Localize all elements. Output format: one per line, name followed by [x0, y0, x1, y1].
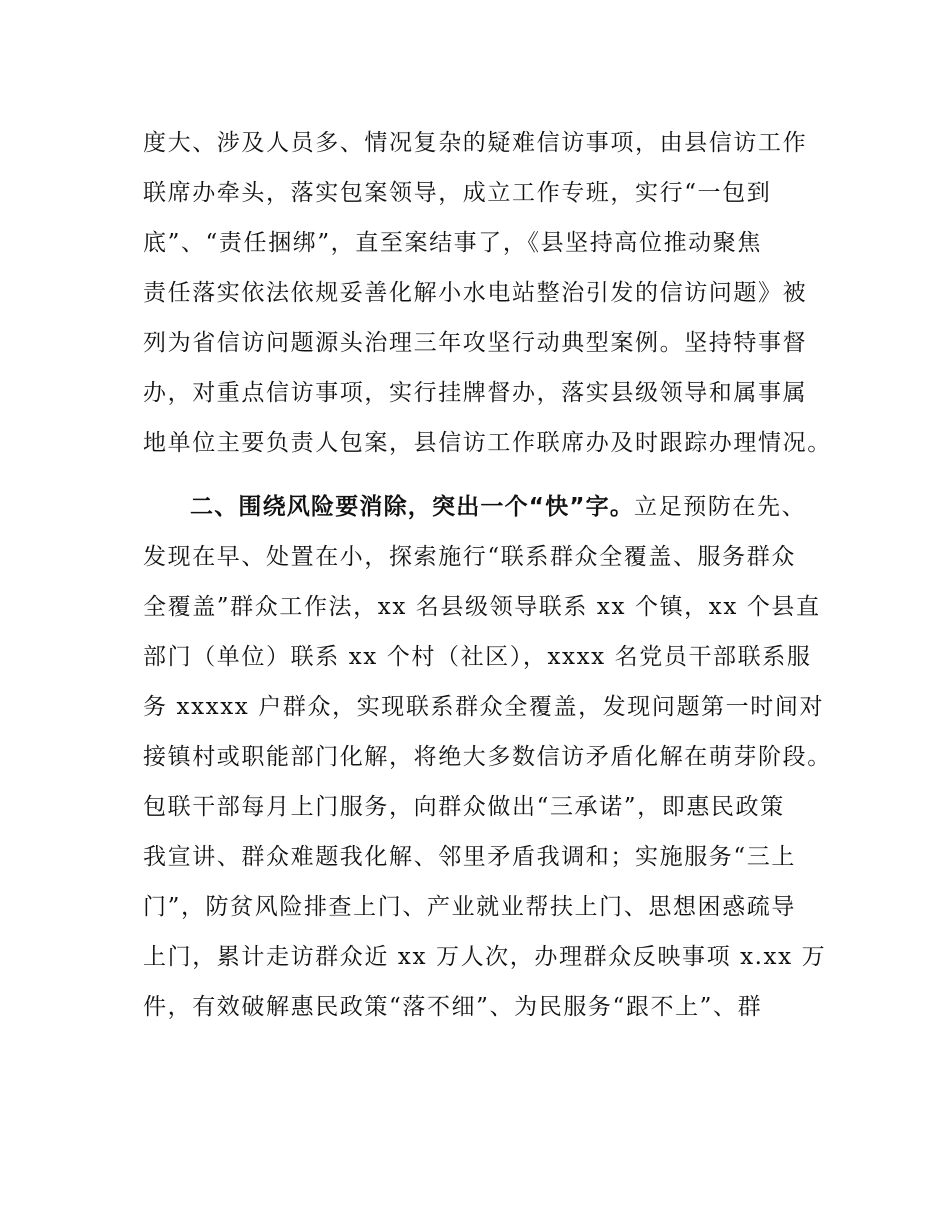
text-line: 责任落实依法依规妥善化解小水电站整治引发的信访问题》被 [143, 280, 808, 306]
text-line: 务 xxxxx 户群众，实现联系群众全覆盖，发现问题第一时间对 [143, 694, 825, 720]
text-line: 联席办牵头，落实包案领导，成立工作专班，实行“一包到 [143, 180, 772, 206]
text-line: 我宣讲、群众难题我化解、邻里矛盾我调和；实施服务“三上 [143, 844, 796, 870]
text-line: 办，对重点信访事项，实行挂牌督办，落实县级领导和属事属 [143, 380, 808, 406]
paragraph-first-line [190, 492, 806, 522]
text-line: 度大、涉及人员多、情况复杂的疑难信访事项，由县信访工作 [143, 130, 808, 156]
text-line: 接镇村或职能部门化解，将绝大多数信访矛盾化解在萌芽阶段。 [143, 744, 832, 770]
text-line: 地单位主要负责人包案，县信访工作联席办及时跟踪办理情况。 [143, 430, 832, 456]
text-line: 上门，累计走访群众近 xx 万人次，办理群众反映事项 x.xx 万 [143, 944, 827, 970]
text-line: 发现在早、处置在小，探索施行“联系群众全覆盖、服务群众 [143, 544, 796, 570]
text-line: 底”、“责任捆绑”，直至案结事了，《县坚持高位推动聚焦 [143, 230, 762, 256]
text-line: 列为省信访问题源头治理三年攻坚行动典型案例。坚持特事督 [143, 330, 808, 356]
text-line: 件，有效破解惠民政策“落不细”、为民服务“跟不上”、群 [143, 994, 763, 1020]
section-heading: 二、围绕风险要消除，突出一个“快”字。 [190, 494, 635, 520]
text-line: 包联干部每月上门服务，向群众做出“三承诺”，即惠民政策 [143, 794, 785, 820]
text-span: 立足预防在先、 [634, 494, 807, 520]
text-line: 部门（单位）联系 xx 个村（社区），xxxx 名党员干部联系服 [143, 644, 812, 670]
text-line: 全覆盖”群众工作法，xx 名县级领导联系 xx 个镇，xx 个县直 [143, 594, 821, 620]
text-line: 门”，防贫风险排查上门、产业就业帮扶上门、思想困惑疏导 [143, 894, 796, 920]
